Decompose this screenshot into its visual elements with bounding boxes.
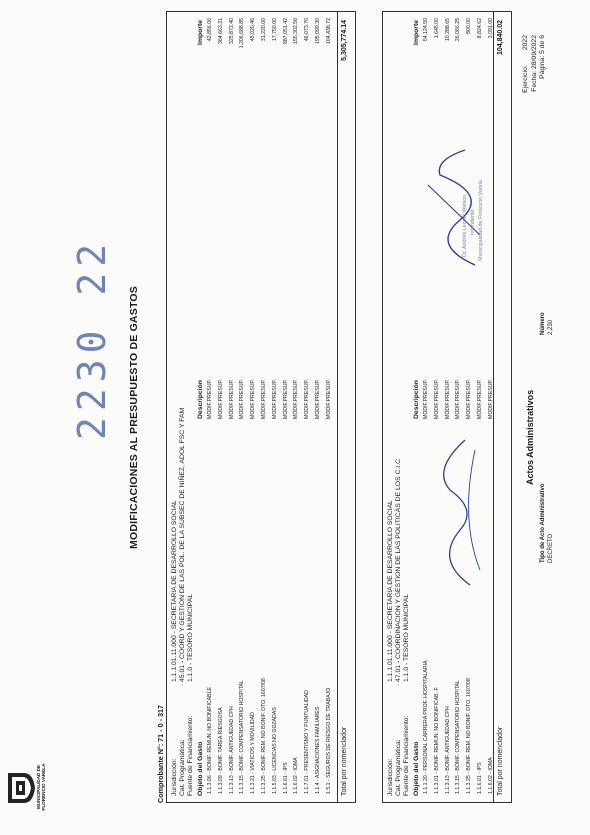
fuente-value-2: 1.1.0 - TESORO MUNICIPAL xyxy=(403,593,410,682)
total-nomenclador-label-2: Total por nomenclador xyxy=(497,726,504,796)
row-importe: 887,051.42 xyxy=(282,18,289,44)
row-importe: 364,663.31 xyxy=(217,18,224,44)
row-descripcion: MODIF.PRESUP. xyxy=(239,379,246,419)
row-descripcion: MODIF.PRESUP. xyxy=(487,379,494,419)
row-importe: 800.00 xyxy=(466,18,473,34)
table-row xyxy=(250,18,257,794)
row-objeto: 1.1.6.01 - IPS xyxy=(477,762,483,794)
fuente-label-2: Fuente de Financiamiento: xyxy=(403,715,410,796)
importe-header: Importe xyxy=(197,20,204,45)
document-meta xyxy=(522,35,548,127)
row-importe: 54,124.50 xyxy=(423,18,429,42)
row-descripcion: MODIF.PRESUP. xyxy=(261,379,267,419)
row-descripcion: MODIF.PRESUP. xyxy=(315,379,321,419)
numero-label: Número xyxy=(540,312,546,335)
table-row xyxy=(218,18,225,794)
tipo-acto-label: Tipo de Acto Administrativo xyxy=(540,483,546,563)
cat-programatica-label-2: Cat. Programática: xyxy=(395,739,402,796)
municipal-crest-icon xyxy=(6,769,36,807)
fecha-label: Fecha: xyxy=(530,70,538,92)
row-importe: 26,066.25 xyxy=(455,18,462,42)
row-descripcion: MODIF.PRESUP. xyxy=(207,379,213,419)
row-objeto: 1.1.3.13 - BONIF. ANTIGUEDAD CPH xyxy=(228,706,235,794)
table-row xyxy=(326,18,333,794)
row-importe: 155,302.56 xyxy=(293,18,300,44)
cat-programatica-value-2: 47.01 - COORDINACION Y GESTION DE LAS POLITICAS DE LOS C.I.C xyxy=(395,459,402,682)
row-importe: 17,750.00 xyxy=(271,18,278,42)
cat-programatica-label: Cat. Programática: xyxy=(179,739,186,796)
row-objeto: 1.1.3.13 - BONIF. ANTIGUEDAD CPH xyxy=(444,706,451,794)
row-descripcion: MODIF.PRESUP. xyxy=(217,379,224,419)
section-1-box xyxy=(166,11,356,803)
signature-line-2: Intendente xyxy=(470,209,476,235)
fuente-value: 1.1.0 - TESORO MUNICIPAL xyxy=(187,593,194,682)
ejercicio-label: Ejercicio: xyxy=(522,65,529,93)
jurisdiccion-value-2: 1.1.1.01.11.000 - SECRETARIA DE DESARROLLO SOCIAL xyxy=(387,500,394,682)
jurisdiccion-label: Jurisdicción: xyxy=(171,758,178,796)
row-importe: 46,073.70 xyxy=(304,18,311,42)
row-importe: 104,438.72 xyxy=(325,18,332,44)
row-descripcion: MODIF.PRESUP. xyxy=(271,379,278,419)
row-objeto: 1.1.3.06 - BONIF. REMUN. NO BONIFICABLE xyxy=(207,687,213,794)
row-descripcion: MODIF.PRESUP. xyxy=(293,379,300,419)
objeto-header: Objeto del Gasto xyxy=(197,741,204,796)
row-importe: 1,645.00 xyxy=(433,18,440,39)
municipality-name: MUNICIPALIDAD DE FLORENCIO VARELA xyxy=(36,763,47,811)
objeto-header-2: Objeto del Gasto xyxy=(413,741,420,796)
signature-line-3: Municipalidad de Florencio Varela xyxy=(478,180,484,261)
actos-title: Actos Administrativos xyxy=(525,389,535,485)
row-objeto: 1.1.3.25 - BONIF. REM. NO BONIF. DTO. 1607/08 xyxy=(261,678,267,794)
fecha-value: 28/09/2022 xyxy=(530,35,538,70)
row-objeto: 1.1.3.01 - BONIF. REMUN. NO BONIFICAB. F xyxy=(433,687,440,794)
row-importe: 3,091.00 xyxy=(487,18,494,39)
handwritten-signature-icon xyxy=(430,430,490,590)
total-nomenclador-label-1: Total por nomenclador xyxy=(341,726,348,796)
row-objeto: 1.1.3.15 - BONIF. COMPENSATORIO HOSPITAL xyxy=(455,680,462,794)
jurisdiccion-label-2: Jurisdicción: xyxy=(387,758,394,796)
jurisdiccion-value: 1.1.1.01.11.000 - SECRETARIA DE DESARROLLO SOCIAL xyxy=(171,500,178,682)
fuente-label: Fuente de Financiamiento: xyxy=(187,715,194,796)
row-objeto: 1.1.6.02 - IOMA xyxy=(293,757,300,794)
descripcion-header: Descripción xyxy=(197,380,204,419)
row-descripcion: MODIF.PRESUP. xyxy=(423,379,429,419)
row-objeto: 1.1.3.25 - BONIF. REM. NO BONIF. DTO. 1607/08 xyxy=(466,678,473,794)
row-objeto: 1.1.5.03 - LICENCIAS NO GOZADAS xyxy=(271,707,278,794)
comprobante-label: Comprobante N°: xyxy=(156,743,165,803)
row-importe: 31,220.00 xyxy=(261,18,267,42)
row-objeto: 1.1.6.02 - IOMA xyxy=(487,757,494,794)
descripcion-header-2: Descripción xyxy=(413,380,420,419)
table-row xyxy=(304,18,311,794)
ejercicio-value: 2022 xyxy=(522,35,529,51)
row-objeto: 1.1.3.15 - BONIF. COMPENSATORIO HOSPITAL xyxy=(239,680,246,794)
row-objeto: 1.1.4 - ASIGNACIONES FAMILIARES xyxy=(315,706,321,794)
section-2-total: 104,840.02 xyxy=(497,20,504,56)
section-2-box xyxy=(382,11,512,803)
comprobante-value: 71 - 0 - 317 xyxy=(156,705,165,742)
row-descripcion: MODIF.PRESUP. xyxy=(433,379,440,419)
importe-header-2: Importe xyxy=(413,20,420,45)
document-title: MODIFICACIONES AL PRESUPUESTO DE GASTOS xyxy=(128,286,140,549)
table-row xyxy=(283,18,290,794)
row-importe: 42,856.06 xyxy=(207,18,213,42)
row-descripcion: MODIF.PRESUP. xyxy=(325,379,332,419)
row-objeto: 1.1.1.20 - PERSONAL CARRERA PROF. HOSPITALARIA xyxy=(423,660,429,794)
row-descripcion: MODIF.PRESUP. xyxy=(455,379,462,419)
row-importe: 1,206,688.85 xyxy=(239,18,246,49)
row-objeto: 1.1.3.09 - BONIF. TAREA RIESGOSA xyxy=(217,707,224,794)
numero-value: 2,230 xyxy=(548,319,554,335)
comprobante xyxy=(156,705,165,803)
row-descripcion: MODIF.PRESUP. xyxy=(282,379,289,419)
table-row xyxy=(315,18,322,794)
row-importe: 8,824.62 xyxy=(477,18,483,39)
row-descripcion: MODIF.PRESUP. xyxy=(228,379,235,419)
row-descripcion: MODIF.PRESUP. xyxy=(304,379,311,419)
signature-line-1: Dr. Andrés Leonel Watson xyxy=(462,194,468,257)
table-row xyxy=(272,18,279,794)
row-objeto: 1.5.1 - SEGUROS DE RIESGO DE TRABAJO xyxy=(325,687,332,794)
row-descripcion: MODIF.PRESUP. xyxy=(477,379,483,419)
decree-number-stamp: 2230 22 xyxy=(70,237,114,440)
cat-programatica-value: 45.01 - COORD Y GESTION DE LAS POL. DE LA SUBSEC DE NIÑEZ, ADOL FSC Y FAM xyxy=(179,407,186,682)
row-importe: 325,872.40 xyxy=(228,18,235,44)
row-descripcion: MODIF.PRESUP. xyxy=(250,379,257,419)
pagina-value: Página: 5 de 6 xyxy=(539,35,546,79)
row-objeto: 1.1.3.21 - VIATICOS Y MOVILIDAD xyxy=(250,712,257,794)
table-row xyxy=(229,18,236,794)
row-importe: 195,099.30 xyxy=(315,18,321,44)
table-row xyxy=(293,18,300,794)
row-importe: 45,020.46 xyxy=(250,18,257,42)
section-1-total: 5,305,774.14 xyxy=(341,20,348,61)
table-row xyxy=(261,18,268,794)
tipo-acto-value: DECRETO xyxy=(548,533,554,563)
row-objeto: 1.1.6.01 - IPS xyxy=(282,762,289,794)
row-descripcion: MODIF.PRESUP. xyxy=(466,379,473,419)
table-row xyxy=(207,18,214,794)
table-row xyxy=(239,18,246,794)
row-importe: 10,288.65 xyxy=(444,18,451,42)
row-descripcion: MODIF.PRESUP. xyxy=(444,379,451,419)
row-objeto: 1.1.7.01 - PRESENTISMO Y PUNTUALIDAD xyxy=(304,690,311,794)
